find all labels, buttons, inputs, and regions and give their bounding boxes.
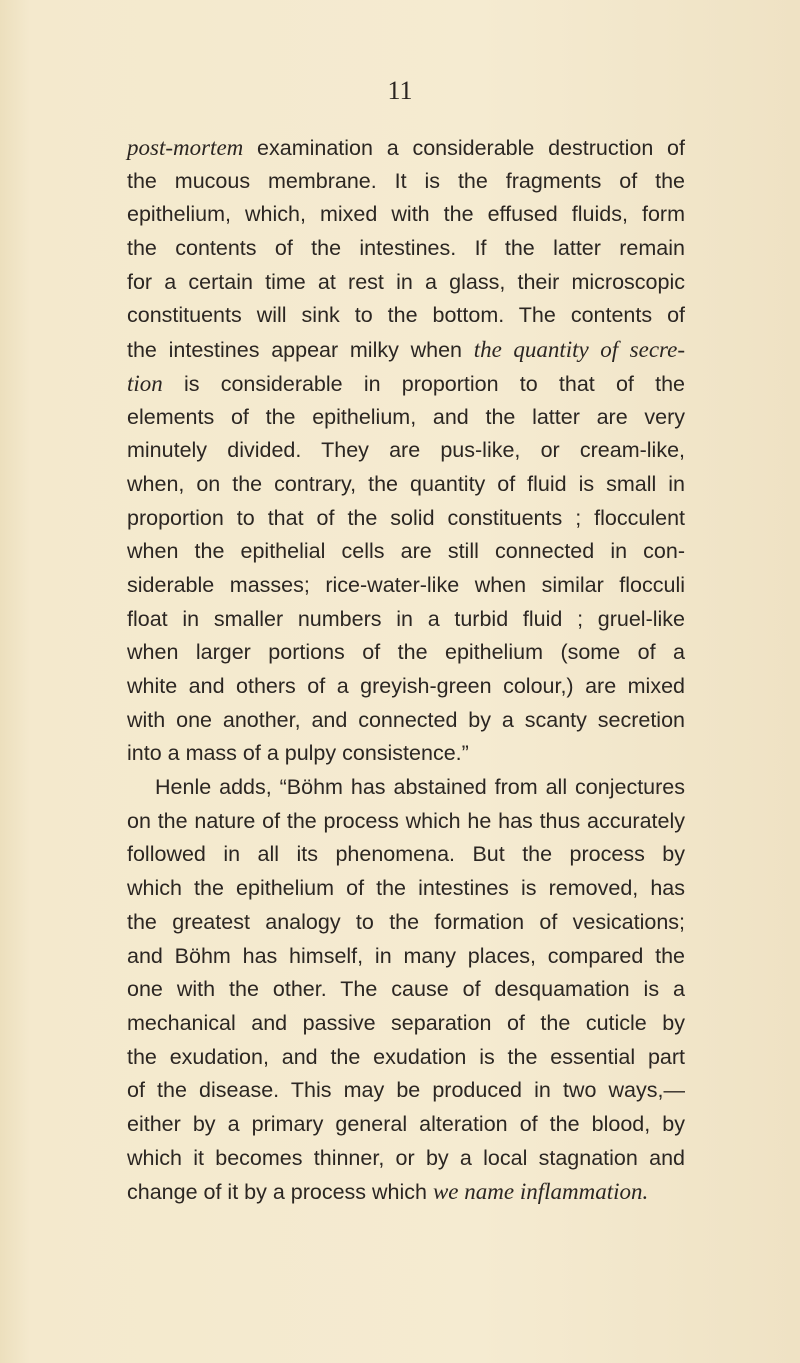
text-run: change of it by a process which [127, 1180, 433, 1205]
text-run: when, on the contrary, the quantity of fluid is small in [127, 471, 685, 496]
text-run: when larger portions of the epithelium (some of a [127, 640, 685, 665]
text-line [127, 468, 685, 502]
text-line [127, 502, 685, 536]
text-line [127, 872, 685, 906]
text-run: one with the other. The cause of desquamation is a [127, 977, 685, 1002]
text-line [127, 636, 685, 670]
text-run: Henle adds, “Böhm has abstained from all conjectures [155, 775, 685, 800]
text-line [127, 805, 685, 839]
italic-text: tion [127, 370, 163, 396]
text-run: the mucous membrane. It is the fragments of the [127, 168, 685, 193]
text-run: for a certain time at rest in a glass, their microscopic [127, 269, 685, 294]
italic-text: the quantity of secre- [473, 337, 685, 363]
text-line [127, 1041, 685, 1075]
text-line [127, 704, 685, 738]
text-run: followed in all its phenomena. But the process by [127, 842, 685, 867]
text-line [127, 131, 685, 165]
text-line [127, 299, 685, 333]
text-run: with one another, and connected by a scanty secretion [127, 707, 685, 732]
text-run: the exudation, and the exudation is the essential part [127, 1044, 685, 1069]
text-run: siderable masses; rice-water-like when similar flocculi [127, 572, 685, 597]
text-run: mechanical and passive separation of the cuticle by [127, 1010, 685, 1035]
text-line [127, 906, 685, 940]
text-run: constituents will sink to the bottom. The contents of [127, 303, 685, 328]
body-text [127, 131, 685, 1209]
text-run: minutely divided. They are pus-like, or cream-like, [127, 438, 685, 463]
text-line [127, 670, 685, 704]
text-line [127, 266, 685, 300]
text-run: of the disease. This may be produced in two ways,— [127, 1078, 685, 1103]
text-run: float in smaller numbers in a turbid fluid ; gruel-like [127, 606, 685, 631]
text-run: either by a primary general alteration of the blood, by [127, 1111, 685, 1136]
text-line [127, 1175, 685, 1209]
page-number: 11 [387, 76, 413, 105]
text-run: when the epithelial cells are still connected in con- [127, 539, 685, 564]
text-line [127, 1108, 685, 1142]
italic-text: post-mortem [127, 135, 244, 160]
text-line [127, 737, 685, 771]
text-run: the greatest analogy to the formation of vesications; [127, 909, 685, 934]
text-line [127, 1074, 685, 1108]
text-line [127, 1142, 685, 1176]
text-line [127, 333, 685, 367]
text-run: examination a considerable destruction of [243, 136, 685, 160]
text-run: epithelium, which, mixed with the effused fluids, form [127, 202, 685, 227]
text-line [127, 434, 685, 468]
text-run: proportion to that of the solid constituents ; flocculent [127, 505, 685, 530]
text-line [127, 973, 685, 1007]
text-run: into a mass of a pulpy consistence.” [127, 741, 469, 766]
text-line [127, 535, 685, 569]
text-run: which it becomes thinner, or by a local stagnation and [127, 1145, 685, 1170]
text-line [127, 165, 685, 199]
text-line [127, 838, 685, 872]
text-line [127, 771, 685, 805]
text-line [127, 198, 685, 232]
text-line [127, 232, 685, 266]
text-line [127, 1007, 685, 1041]
text-run: on the nature of the process which he has thus accurately [127, 808, 685, 833]
text-line [127, 603, 685, 637]
text-run: the intestines appear milky when [127, 338, 474, 363]
text-run: and Böhm has himself, in many places, compared the [127, 943, 685, 968]
text-run: which the epithelium of the intestines is removed, has [127, 876, 685, 901]
text-run: elements of the epithelium, and the latter are very [127, 404, 685, 429]
text-line [127, 401, 685, 435]
text-line [127, 940, 685, 974]
italic-text: we name inflammation. [432, 1179, 649, 1205]
text-line [127, 569, 685, 603]
text-line [127, 367, 685, 401]
text-run: white and others of a greyish-green colour,) are mixed [127, 674, 685, 698]
text-run: is considerable in proportion to that of the [162, 371, 685, 396]
text-run: the contents of the intestines. If the latter remain [127, 236, 685, 261]
